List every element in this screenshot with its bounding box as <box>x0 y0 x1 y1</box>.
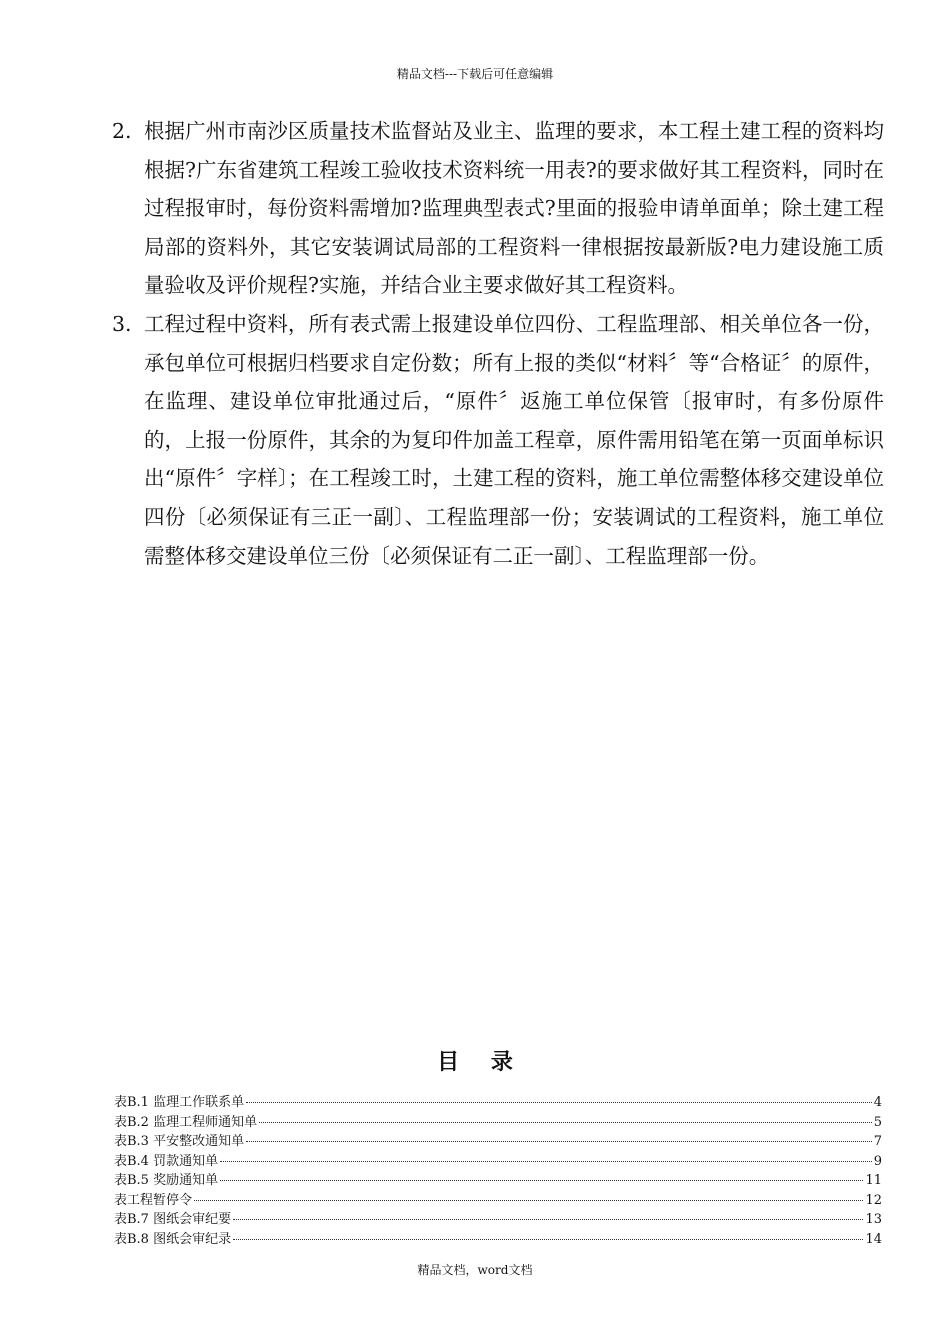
toc-entry[interactable] <box>114 1171 882 1191</box>
table-of-contents <box>114 1093 882 1249</box>
toc-entry-label: 表B.3 平安整改通知单 <box>114 1134 245 1149</box>
toc-leader-dots <box>246 1102 872 1103</box>
toc-leader-dots <box>233 1239 863 1240</box>
toc-entry-page: 9 <box>873 1153 882 1169</box>
toc-entry-page: 5 <box>873 1114 882 1130</box>
body-item-3 <box>112 305 884 575</box>
toc-leader-dots <box>233 1219 863 1220</box>
body-item-2 <box>112 112 884 305</box>
toc-entry[interactable] <box>114 1230 882 1250</box>
toc-entry-label: 表B.1 监理工作联系单 <box>114 1095 245 1110</box>
toc-entry[interactable] <box>114 1152 882 1172</box>
item-text: 根据广州市南沙区质量技术监督站及业主、监理的要求，本工程土建工程的资料均根据?广东省建筑工程竣工验收技术资料统一用表?的要求做好其工程资料，同时在过程报审时，每份资料需增加?监理典型表式?里面的报验申请单面单；除土建工程局部的资料外，其它安装调试局部的工程资料一律根据按最新版?电力建设施工质量验收及评价规程?实施，并结合业主要求做好其工程资料。 <box>144 119 884 298</box>
body-list <box>112 112 884 575</box>
toc-entry[interactable] <box>114 1191 882 1211</box>
toc-entry-label: 表B.2 监理工程师通知单 <box>114 1114 258 1130</box>
toc-entry-label: 表工程暂停令 <box>114 1192 193 1208</box>
toc-leader-dots <box>220 1180 863 1181</box>
toc-entry[interactable] <box>114 1093 882 1113</box>
toc-entry-page: 14 <box>865 1231 882 1247</box>
item-number: 2. <box>112 119 132 143</box>
page-footer: 精品文档，word文档 <box>417 1263 533 1277</box>
page-header: 精品文档---下载后可任意编辑 <box>396 67 554 81</box>
toc-leader-dots <box>246 1141 872 1142</box>
toc-entry[interactable] <box>114 1113 882 1133</box>
toc-entry[interactable] <box>114 1132 882 1152</box>
toc-entry-label: 表B.8 图纸会审纪录 <box>114 1231 232 1247</box>
item-number: 3. <box>112 311 132 336</box>
toc-entry-label: 表B.4 罚款通知单 <box>114 1153 219 1169</box>
toc-leader-dots <box>259 1122 872 1123</box>
toc-entry-page: 4 <box>873 1095 882 1110</box>
toc-leader-dots <box>220 1161 872 1162</box>
toc-entry-page: 12 <box>865 1192 882 1208</box>
toc-entry[interactable] <box>114 1210 882 1230</box>
toc-leader-dots <box>194 1200 863 1201</box>
toc-entry-page: 11 <box>865 1173 882 1188</box>
item-text: 工程过程中资料，所有表式需上报建设单位四份、工程监理部、相关单位各一份，承包单位可根据归档要求自定份数；所有上报的类似“材料〞等“合格证〞的原件，在监理、建设单位审批通过后，“原件〞返施工单位保管〔报审时，有多份原件的，上报一份原件，其余的为复印件加盖工程章，原件需用铅笔在第一页面单标识出“原件〞字样〕；在工程竣工时，土建工程的资料，施工单位需整体移交建设单位四份〔必须保证有三正一副〕、工程监理部一份；安装调试的工程资料，施工单位需整体移交建设单位三份〔必须保证有二正一副〕、工程监理部一份。 <box>144 311 884 568</box>
toc-entry-label: 表B.5 奖励通知单 <box>114 1173 219 1188</box>
toc-entry-page: 13 <box>865 1212 882 1227</box>
toc-entry-page: 7 <box>873 1134 882 1149</box>
toc-title: 目 录 <box>437 1049 525 1075</box>
toc-entry-label: 表B.7 图纸会审纪要 <box>114 1212 232 1227</box>
